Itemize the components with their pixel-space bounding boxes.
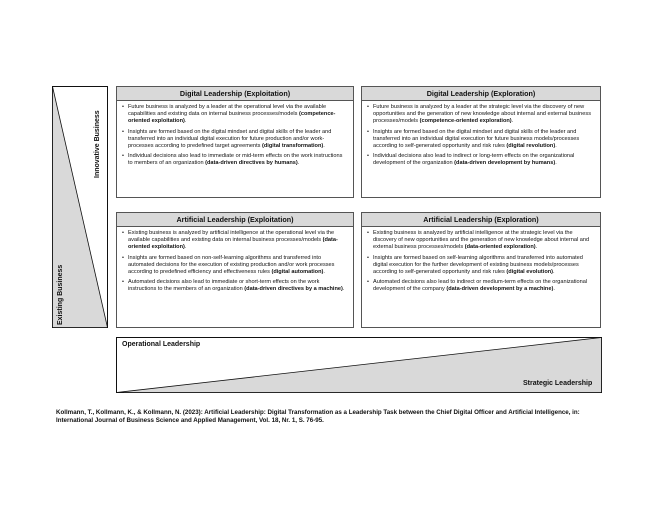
bullet-text: Future business is analyzed by a leader at the operational level via the available capabilities and existing data on internal business processes/models [128,104,327,117]
bullet-text: Insights are formed based on non-self-learning algorithms and transferred into automated decisions for the execution of existing production and/or work processes according to predefined efficiency and effectiveness rules [128,254,335,275]
vertical-axis-bottom-label: Existing Business [57,264,64,325]
bullet-item [128,153,347,167]
bullet-list [117,227,353,293]
box-title: Digital Leadership (Exploration) [362,87,600,101]
bullet-emphasis: (data-driven directives by a machine) [244,286,343,292]
bullet-text: Insights are formed based on the digital mindset and digital skills of the leader and transferred into an individual digital execution for future business models/processes according to self-generated opportunity and risk rules [373,128,580,149]
bullet-emphasis: (digital revolution) [506,142,556,149]
bullet-emphasis: (data-driven development by a machine) [446,286,554,292]
horizontal-axis-left-label: Operational Leadership [122,341,201,348]
bullet-tail: . [555,142,557,149]
bullet-tail: . [342,286,345,292]
bullet-tail: . [511,118,514,124]
bullet-emphasis: (data-oriented exploration) [464,244,536,250]
bullet-text: Existing business is analyzed by artificial intelligence at the operational level via the available capabilities and existing data on internal business processes/models [128,230,335,243]
bullet-item [128,255,347,276]
horizontal-axis-right-label: Strategic Leadership [523,380,593,387]
box-title: Artificial Leadership (Exploitation) [117,213,353,227]
box-title: Artificial Leadership (Exploration) [362,213,600,227]
bullet-text: Individual decisions also lead to indirect or long-term effects on the organizational development of the organization [373,153,575,166]
bullet-item [128,279,347,293]
bullet-tail: . [323,142,325,149]
bullet-emphasis: (competence-oriented exploitation) [128,111,336,124]
bullet-emphasis: (digital transformation) [262,142,324,149]
box-digital-exploration [361,86,601,198]
bullet-item [373,153,594,167]
bullet-item [128,129,347,150]
bullet-list [362,227,600,293]
bullet-tail: . [297,160,300,166]
bullet-tail: . [323,268,325,275]
bullet-text: Automated decisions also lead to immediate or short-term effects on the work instructions to the members of an organization [128,279,320,292]
box-title: Digital Leadership (Exploitation) [117,87,353,101]
bullet-emphasis: (digital evolution) [506,268,554,275]
citation: Kollmann, T., Kollmann, K., & Kollmann, N. (2023): Artificial Leadership: Digital Transformation as a Leadership Task between the Chief Digital Officer and Artificial Intelligence, in: International Journal of Business Science and Applied Management, Vol. 18, Nr. 1, S. 76-95. [56,409,580,424]
bullet-text: Individual decisions also lead to immediate or mid-term effects on the work instructions to members of an organization [128,153,343,166]
bullet-item [373,230,594,251]
bullet-text: Automated decisions also lead to indirect or medium-term effects on the organizational development of the company [373,279,588,292]
bullet-text: Insights are formed based on self-learning algorithms and transferred into automated digital execution for the further development of existing business models/processes according to self-generated opportunity and risk rules [373,254,583,275]
bullet-text: Existing business is analyzed by artificial intelligence at the strategic level via the discovery of new opportunities and the generation of new knowledge about internal and external business processes/models [373,230,590,250]
box-artificial-exploitation [116,212,354,328]
bullet-tail: . [555,160,557,166]
bullet-list [362,101,600,167]
bullet-tail: . [184,118,187,124]
bullet-tail: . [553,286,555,292]
bullet-emphasis: (digital automation) [271,268,324,275]
box-digital-exploitation [116,86,354,198]
bullet-item [128,230,347,251]
bullet-text: Insights are formed based on the digital mindset and digital skills of the leader and transferred into an individual digital execution for future production and/or work-processes according to predefined target agreements [128,128,332,149]
bullet-item [128,104,347,125]
bullet-tail: . [184,244,187,250]
bullet-item [373,279,594,293]
bullet-emphasis: (competence-oriented exploration) [419,118,512,124]
bullet-item [373,129,594,150]
bullet-item [373,104,594,125]
bullet-item [373,255,594,276]
bullet-emphasis: (data-driven development by humans) [454,160,556,166]
bullet-tail: . [535,244,538,250]
bullet-tail: . [553,268,555,275]
vertical-axis-top-label: Innovative Business [94,110,101,178]
bullet-list [117,101,353,167]
bullet-text: Future business is analyzed by a leader at the strategic level via the discovery of new opportunities and the generation of new knowledge about internal and external business processes/models [373,104,591,124]
bullet-emphasis: (data-oriented exploitation) [128,237,338,250]
box-artificial-exploration [361,212,601,328]
bullet-emphasis: (data-driven directives by humans) [205,160,298,166]
